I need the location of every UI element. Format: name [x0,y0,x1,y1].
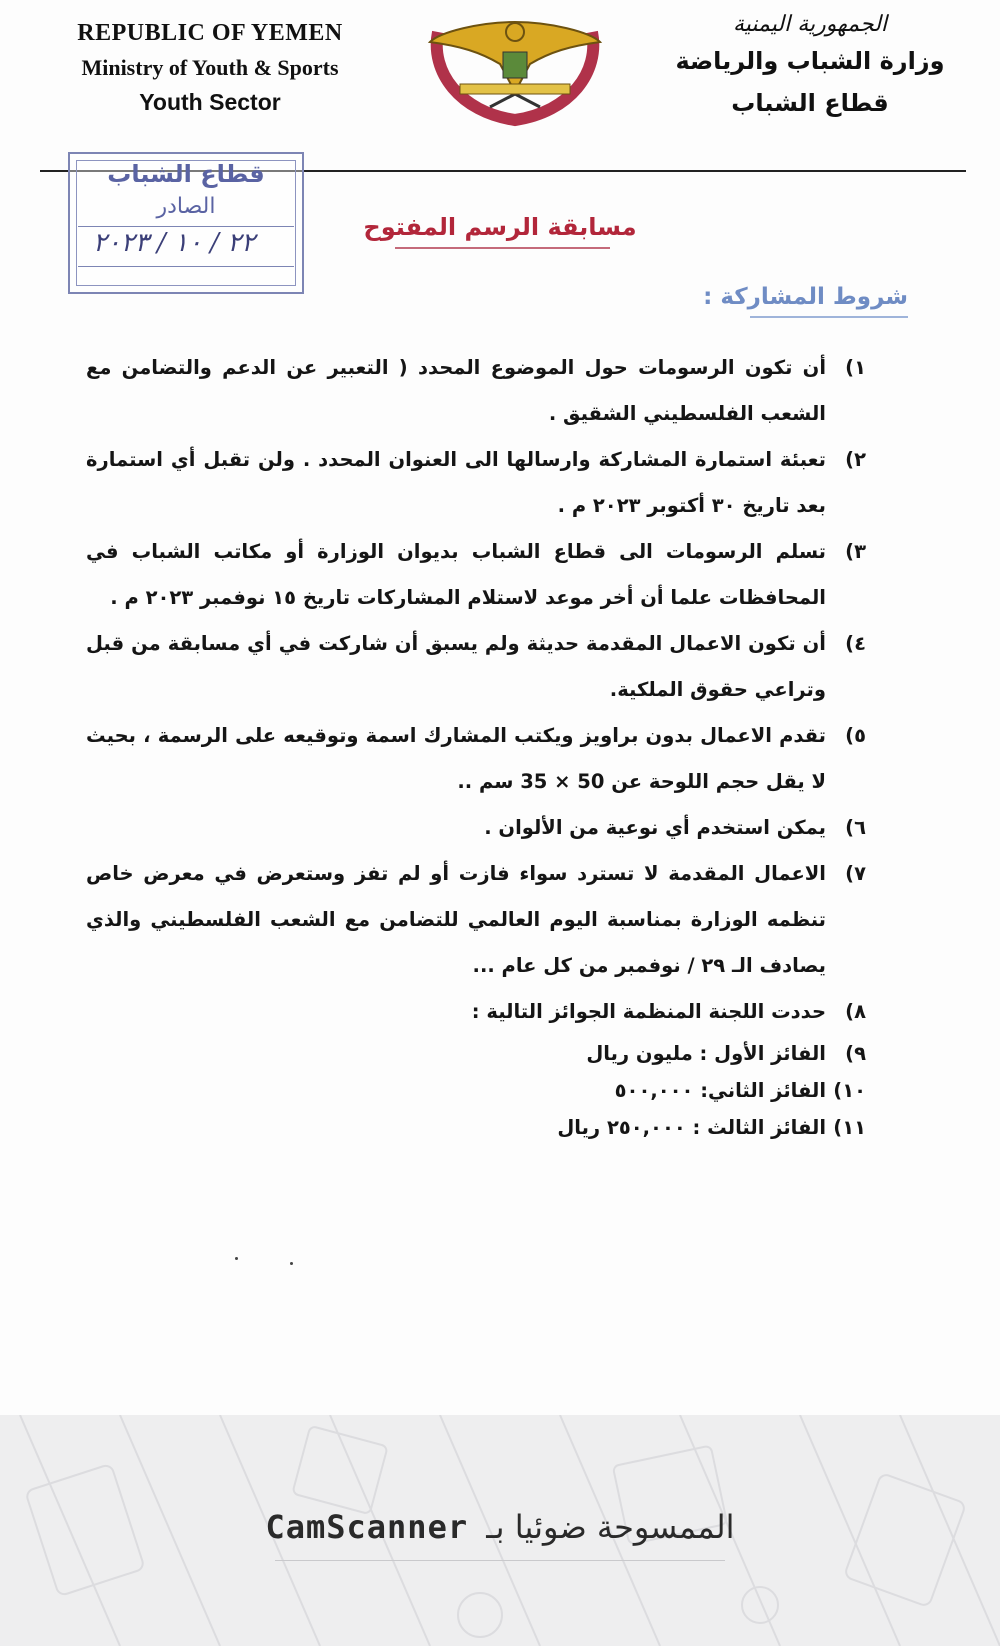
item-text: تقدم الاعمال بدون براويز ويكتب المشارك اسمة وتوقيعه على الرسمة ، بحيث لا يقل حجم اللوحة عن 50 × 35 سم .. [86,724,826,793]
item-number: ٤) [845,632,866,655]
item-text: أن تكون الرسومات حول الموضوع المحدد ( التعبير عن الدعم والتضامن مع الشعب الفلسطيني الشقيق . [86,356,826,425]
item-number: ٣) [845,540,866,563]
scan-speck [235,1257,238,1260]
english-letterhead [40,20,380,116]
stamp-date: ٢٢ / ١٠ / ٢٠٢٣ [92,228,256,258]
document-title: مسابقة الرسم المفتوح [363,213,637,241]
outgoing-stamp [68,152,304,294]
item-text: تعبئة استمارة المشاركة وارسالها الى العنوان المحدد . ولن تقبل أي استمارة بعد تاريخ ٣٠ أكتوبر ٢٠٢٣ م . [86,448,826,517]
title-underline [395,247,610,249]
list-item [86,621,866,713]
item-number: ٩) [845,1042,866,1065]
item-text: حددت اللجنة المنظمة الجوائز التالية : [471,1000,826,1023]
stamp-line [78,226,294,227]
scan-speck [290,1262,293,1265]
country-name-ar: الجمهورية اليمنية [732,12,888,37]
list-item [86,529,866,621]
prize-item [86,1109,866,1146]
item-text: تسلم الرسومات الى قطاع الشباب بديوان الوزارة أو مكاتب الشباب في المحافظات علما أن أخر موعد لاستلام المشاركات تاريخ ١٥ نوفمبر ٢٠٢٣ م . [86,540,826,609]
section-heading: شروط المشاركة : [703,284,908,310]
arabic-letterhead [660,12,960,117]
ministry-name-en: Ministry of Youth & Sports [81,55,339,80]
item-number: ٧) [845,862,866,885]
eagle-emblem-icon [420,12,610,127]
list-item [86,851,866,989]
brand-name: CamScanner [265,1508,469,1546]
sector-name-ar: قطاع الشباب [731,89,889,117]
item-number: ١) [845,356,866,379]
sector-name-en: Youth Sector [139,89,281,115]
brand-underline [275,1560,725,1561]
stamp-line [78,266,294,267]
scanner-watermark [0,1508,1000,1546]
country-name-en: REPUBLIC OF YEMEN [77,20,343,46]
prize-text: الفائز الثالث : ٢٥٠,٠٠٠ ريال [557,1116,826,1139]
conditions-list [86,345,866,1146]
prize-item [86,1072,866,1109]
prize-text: الفائز الأول : مليون ريال [586,1042,826,1065]
item-text: أن تكون الاعمال المقدمة حديثة ولم يسبق أن شاركت في أي مسابقة من قبل وتراعي حقوق الملكية. [86,632,826,701]
list-item [86,437,866,529]
item-text: الاعمال المقدمة لا تسترد سواء فازت أو لم تفز وستعرض في معرض خاص تنظمه الوزارة بمناسبة اليوم العالمي للتضامن مع الشعب الفلسطيني والذي يصادف الـ ٢٩ / نوفمبر من كل عام ... [86,862,826,977]
ministry-name-ar: وزارة الشباب والرياضة [675,47,945,75]
list-item [86,989,866,1035]
list-item [86,805,866,851]
item-number: ٨) [845,1000,866,1023]
item-number: ٢) [845,448,866,471]
item-number: ١٠) [833,1079,866,1102]
stamp-outgoing-label: الصادر [156,194,216,219]
section-underline [750,316,908,318]
brand-prefix-ar: الممسوحة ضوئيا بـ [486,1508,735,1546]
item-text: يمكن استخدم أي نوعية من الألوان . [484,816,826,839]
item-number: ٥) [845,724,866,747]
stamp-sector-label: قطاع الشباب [107,160,265,188]
item-number: ٦) [845,816,866,839]
list-item [86,713,866,805]
prize-text: الفائز الثاني: ٥٠٠,٠٠٠ [614,1079,826,1102]
item-number: ١١) [833,1116,866,1139]
list-item [86,345,866,437]
prize-item [86,1035,866,1072]
